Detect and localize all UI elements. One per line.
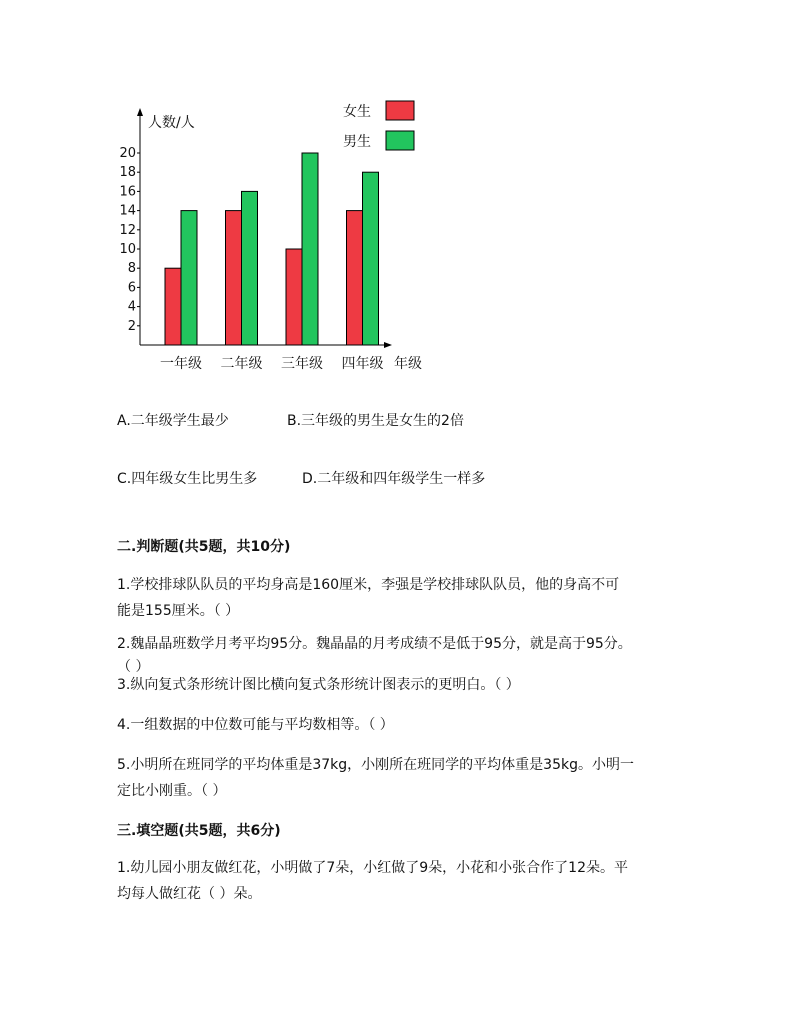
question-line: 能是155厘米。（ ） (117, 603, 240, 619)
bar-female (347, 211, 363, 345)
x-axis-arrow (384, 342, 392, 348)
bar-male (181, 211, 197, 345)
legend-label: 男生 (343, 134, 371, 150)
judgement-question-1 (117, 572, 682, 624)
y-tick-label: 16 (119, 184, 136, 200)
x-tick-label: 一年级 (160, 356, 202, 372)
legend-swatch (386, 101, 414, 120)
question-line: 4.一组数据的中位数可能与平均数相等。（ ） (117, 717, 394, 733)
bar-male (242, 191, 258, 345)
bar-female (165, 268, 181, 345)
option-b: B.三年级的男生是女生的2倍 (287, 413, 464, 429)
question-line: 5.小明所在班同学的平均体重是37kg，小刚所在班同学的平均体重是35kg。小明一 (117, 757, 634, 773)
x-tick-label: 三年级 (281, 356, 323, 372)
y-tick-label: 6 (127, 280, 136, 296)
option-c: C.四年级女生比男生多 (117, 471, 258, 487)
x-axis-label: 年级 (394, 356, 422, 372)
bar-male (363, 172, 379, 345)
bar-male (302, 153, 318, 345)
judgement-question-2 (117, 631, 682, 677)
judgement-question-4 (117, 712, 682, 738)
y-tick-label: 18 (119, 165, 136, 181)
y-tick-label: 20 (119, 146, 136, 161)
legend-label: 女生 (343, 104, 371, 120)
y-tick-label: 8 (127, 261, 136, 277)
judgement-question-3 (117, 672, 682, 698)
y-tick-label: 10 (119, 242, 136, 257)
y-tick-label: 14 (119, 203, 136, 219)
section-heading-judgement: 二.判断题(共5题，共10分) (117, 539, 291, 555)
bar-female (286, 249, 302, 345)
bar-female (226, 211, 242, 345)
judgement-question-5 (117, 752, 682, 804)
x-tick-label: 二年级 (220, 356, 263, 372)
question-line: 1.学校排球队队员的平均身高是160厘米，李强是学校排球队队员，他的身高不可 (117, 577, 620, 593)
y-axis-arrow (137, 108, 143, 116)
option-d: D.二年级和四年级学生一样多 (302, 471, 486, 487)
legend-swatch (386, 131, 414, 150)
x-tick-label: 四年级 (341, 356, 384, 372)
bar-chart (100, 90, 440, 390)
y-tick-label: 2 (127, 318, 136, 334)
question-line: 均每人做红花（ ）朵。 (117, 886, 262, 902)
option-a: A.二年级学生最少 (117, 413, 229, 429)
y-tick-label: 4 (127, 299, 136, 315)
question-line: 1.幼儿园小朋友做红花，小明做了7朵，小红做了9朵，小花和小张合作了12朵。平 (117, 860, 628, 876)
question-line: 3.纵向复式条形统计图比横向复式条形统计图表示的更明白。（ ） (117, 677, 520, 693)
fill-blank-question-1 (117, 855, 682, 907)
y-tick-label: 12 (119, 222, 136, 238)
y-axis-label: 人数/人 (148, 115, 195, 131)
question-line: （ ） (117, 659, 150, 675)
section-heading-fill-blank: 三.填空题(共5题，共6分) (117, 823, 281, 839)
question-line: 定比小刚重。（ ） (117, 783, 227, 799)
question-line: 2.魏晶晶班数学月考平均95分。魏晶晶的月考成绩不是低于95分，就是高于95分。 (117, 636, 632, 652)
